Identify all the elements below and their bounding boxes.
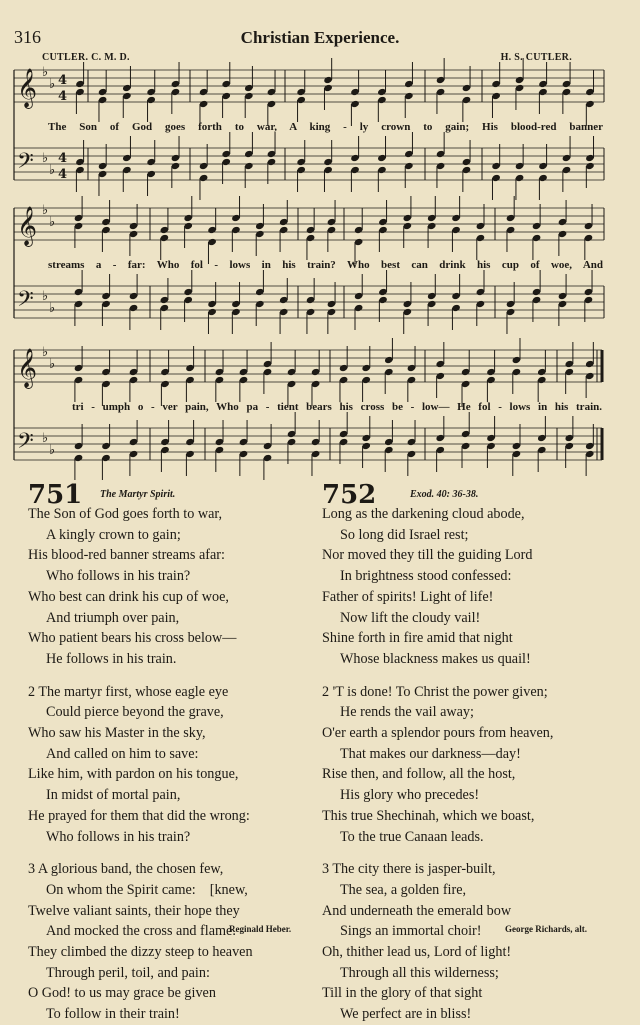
flat-icon: ♭ [42,431,49,446]
verse-line: O'er earth a splendor pours from heaven, [322,725,554,742]
treble-clef-icon: 𝄞 [17,206,38,246]
verse-line: We perfect are in bliss! [340,1006,472,1023]
verse-line: Could pierce beyond the grave, [46,704,224,721]
verse-line: That makes our darkness—day! [340,745,521,762]
verse-line: Through peril, toil, and pain: [46,964,210,981]
flat-icon: ♭ [49,357,56,372]
verse-line: On whom the Spirit came: [knew, [46,881,248,898]
page-title: Christian Experience. [240,28,400,47]
verse-line: Father of spirits! Light of life! [322,588,494,605]
hymn-751-text [28,504,253,1025]
bass-clef-icon: 𝄢 [17,287,34,317]
tune-name: CUTLER. C. M. D. [42,52,130,63]
verse-line: Long as the darkening cloud abode, [322,506,525,522]
time-signature: 4 [58,73,68,88]
verse-line: Whose blackness makes us quail! [340,650,531,667]
stanza-number: 3 [322,861,330,878]
flat-icon: ♭ [42,65,49,80]
verse-line: To the true Canaan leads. [340,828,484,845]
verse-line: In midst of mortal pain, [46,787,181,804]
verse-line: Who follows in his train? [46,828,191,845]
verse-line: And triumph over pain, [46,609,180,626]
composer-name: H. S. CUTLER. [500,52,572,63]
time-signature: 4 [58,167,68,182]
time-signature: 4 [58,151,68,166]
verse-line: O God! to us may grace be given [28,985,216,1002]
verse-line: 2 'T is done! To Christ the power given; [322,682,553,703]
lyric-line-1: The Son of God goes forth to war, A king - ly crown to gain; His blood-red banner [48,121,603,133]
verse-line: So long did Israel rest; [340,526,469,543]
verse-line: The Son of God goes forth to war, [28,506,223,522]
verse-line: Through all this wilderness; [340,964,499,981]
treble-clef-icon: 𝄞 [17,348,38,388]
verse-line: Sings an immortal choir! [340,923,482,940]
hymn-number-752: 752 [322,480,377,510]
hymn-752-text [322,504,553,1025]
author-752: George Richards, alt. [505,924,587,934]
verse-line: A kingly crown to gain; [46,526,181,543]
verse-line: Now lift the cloudy vail! [340,609,481,626]
verse-line: The sea, a golden fire, [340,881,467,898]
verse-line: Oh, thither lead us, Lord of light! [322,944,512,961]
flat-icon: ♭ [49,301,56,316]
hymn-reference-751: The Martyr Spirit. [100,489,176,500]
lyric-line-2: streams a - far: Who fol - lows in his train? Who best can drink his cup of woe, And [48,259,603,271]
verse-line: Who follows in his train? [46,568,191,585]
verse-line: Who best can drink his cup of woe, [28,588,229,605]
verse-line: Rise then, and follow, all the host, [322,766,516,783]
verse-line: Who patient bears his cross below— [28,630,237,647]
verse-line: And mocked the cross and flame. [46,923,236,940]
verse-line: 3 The city there is jasper-built, [322,859,553,880]
flat-icon: ♭ [42,289,49,304]
time-signature: 4 [58,89,68,104]
hymn-reference-752: Exod. 40: 36-38. [410,489,479,500]
page-number: 316 [14,27,41,47]
verse-line: This true Shechinah, which we boast, [322,807,535,824]
verse-line: He follows in his train. [46,650,177,667]
bass-clef-icon: 𝄢 [17,149,34,179]
verse-line: And underneath the emerald bow [322,902,512,919]
flat-icon: ♭ [42,345,49,360]
verse-line: Like him, with pardon on his tongue, [28,766,239,783]
verse-line: Nor moved they till the guiding Lord [322,547,533,564]
flat-icon: ♭ [49,163,56,178]
verse-line: His blood-red banner streams afar: [28,547,225,564]
verse-line: 2 The martyr first, whose eagle eye [28,682,253,703]
verse-line: Who saw his Master in the sky, [28,725,206,742]
flat-icon: ♭ [42,151,49,166]
verse-line: He prayed for them that did the wrong: [28,807,250,824]
verse-line: He rends the vail away; [340,704,474,721]
verse-line: Shine forth in fire amid that night [322,630,513,647]
bass-clef-icon: 𝄢 [17,429,34,459]
flat-icon: ♭ [49,215,56,230]
verse-line: Till in the glory of that sight [322,985,483,1002]
stanza-number: 2 [322,683,330,700]
stanza-number: 2 [28,683,36,700]
treble-clef-icon: 𝄞 [17,68,38,108]
verse-line: Twelve valiant saints, their hope they [28,902,240,919]
verse-line: To follow in their train! [46,1006,180,1023]
verse-line: In brightness stood confessed: [340,568,512,585]
hymn-number-751: 751 [28,480,83,510]
verse-line: 3 A glorious band, the chosen few, [28,859,253,880]
lyric-line-3: tri - umph o - ver pain, Who pa - tient bears his cross be - low— He fol - lows in his train. [72,401,602,413]
flat-icon: ♭ [49,443,56,458]
verse-line: His glory who precedes! [340,787,480,804]
verse-line: And called on him to save: [46,745,199,762]
stanza-number: 3 [28,861,36,878]
verse-line: They climbed the dizzy steep to heaven [28,944,253,961]
author-751: Reginald Heber. [229,924,292,934]
flat-icon: ♭ [42,203,49,218]
carry-over-word: [knew, [209,881,248,898]
flat-icon: ♭ [49,77,56,92]
